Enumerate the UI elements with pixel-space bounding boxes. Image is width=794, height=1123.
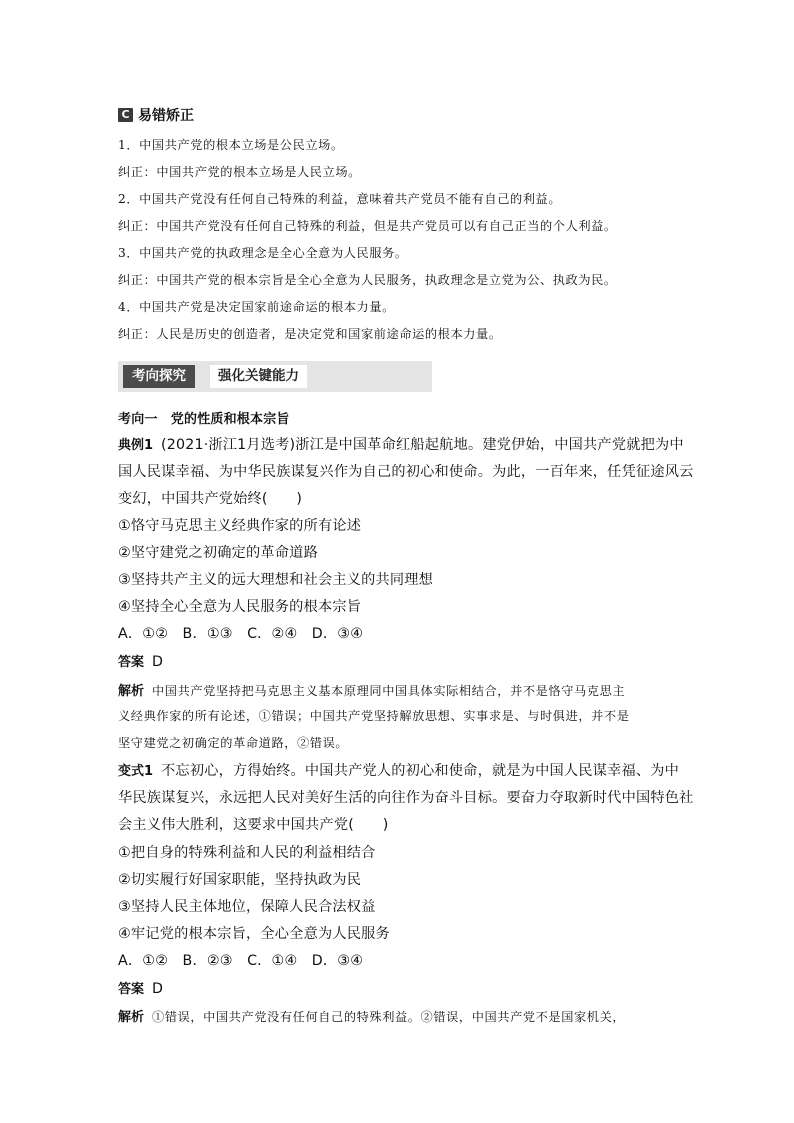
- corrections-title: 易错矫正: [138, 108, 194, 124]
- correction-line: 纠正：中国共产党没有任何自己特殊的利益，但是共产党员可以有自己正当的个人利益。: [118, 219, 617, 233]
- section-banner: [118, 361, 432, 392]
- example-question-line: 典例1 (2021·浙江1月选考)浙江是中国革命红船起航地。建党伊始，中国共产党就把为中: [118, 437, 684, 453]
- variant-option: ①把自身的特殊利益和人民的利益相结合: [118, 845, 376, 861]
- example-option: ②坚守建党之初确定的革命道路: [118, 545, 318, 561]
- correction-line: 纠正：中国共产党的根本宗旨是全心全意为人民服务，执政理念是立党为公、执政为民。: [118, 273, 617, 287]
- banner-label-light: 强化关键能力: [210, 365, 307, 388]
- variant-choices: A．①② B．②③ C．①④ D．③④: [118, 953, 364, 969]
- example-answer: 答案 D: [118, 654, 164, 670]
- variant-label: 变式1: [118, 764, 154, 779]
- example-option: ③坚持共产主义的远大理想和社会主义的共同理想: [118, 572, 434, 588]
- corrections-header: [118, 105, 194, 125]
- example-question-line: 变幻，中国共产党始终( ): [118, 491, 303, 507]
- banner-label-dark: 考向探究: [123, 365, 195, 388]
- variant-analysis-line: 解析 ①错误，中国共产党没有任何自己的特殊利益。②错误，中国共产党不是国家机关，: [118, 1010, 626, 1025]
- variant-question-line: 变式1 不忘初心，方得始终。中国共产党人的初心和使命，就是为中国人民谋幸福、为中: [118, 763, 679, 779]
- example-analysis-line: 解析 中国共产党坚持把马克思主义基本原理同中国具体实际相结合，并不是恪守马克思主: [118, 684, 626, 699]
- example-choices: A．①② B．①③ C．②④ D．③④: [118, 626, 364, 642]
- example-question-line: 国人民谋幸福、为中华民族谋复兴作为自己的初心和使命。为此，一百年来，任凭征途风云: [118, 464, 694, 480]
- correction-line: 1．中国共产党的根本立场是公民立场。: [118, 138, 344, 152]
- topic-title: 考向一 党的性质和根本宗旨: [118, 412, 290, 427]
- variant-option: ②切实履行好国家职能，坚持执政为民: [118, 872, 362, 888]
- correction-line: 纠正：人民是历史的创造者，是决定党和国家前途命运的根本力量。: [118, 327, 502, 341]
- example-option: ①恪守马克思主义经典作家的所有论述: [118, 518, 362, 534]
- correction-line: 4．中国共产党是决定国家前途命运的根本力量。: [118, 300, 395, 314]
- correction-line: 2．中国共产党没有任何自己特殊的利益，意味着共产党员不能有自己的利益。: [118, 192, 562, 206]
- example-analysis-line: 坚守建党之初确定的革命道路，②错误。: [118, 736, 349, 750]
- variant-question-line: 华民族谋复兴，永远把人民对美好生活的向往作为奋斗目标。要奋力夺取新时代中国特色社: [118, 790, 694, 806]
- correction-line: 3．中国共产党的执政理念是全心全意为人民服务。: [118, 246, 408, 260]
- variant-option: ③坚持人民主体地位，保障人民合法权益: [118, 899, 376, 915]
- variant-answer: 答案 D: [118, 981, 164, 997]
- variant-option: ④牢记党的根本宗旨，全心全意为人民服务: [118, 926, 390, 942]
- example-option: ④坚持全心全意为人民服务的根本宗旨: [118, 599, 362, 615]
- example-label: 典例1: [118, 438, 154, 453]
- section-c-icon: C: [118, 108, 133, 122]
- example-analysis-line: 义经典作家的所有论述，①错误；中国共产党坚持解放思想、实事求是、与时俱进，并不是: [118, 709, 630, 723]
- variant-question-line: 会主义伟大胜利，这要求中国共产党( ): [118, 817, 389, 833]
- correction-line: 纠正：中国共产党的根本立场是人民立场。: [118, 165, 361, 179]
